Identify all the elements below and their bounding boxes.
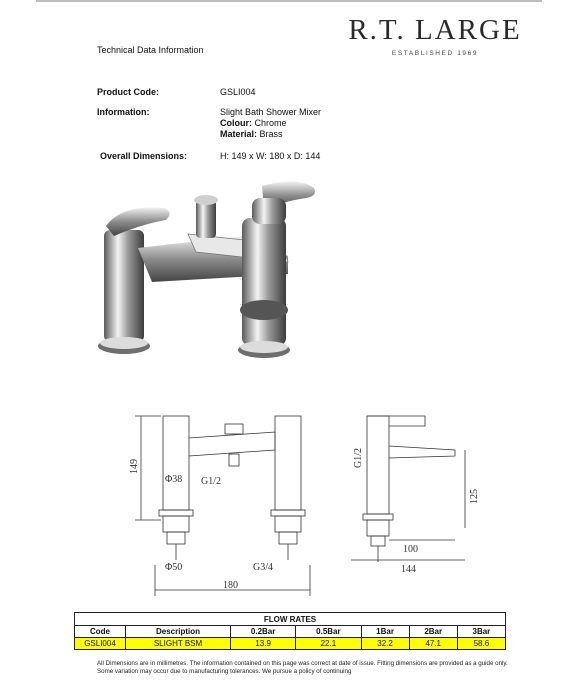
cell-2bar: 47.1 xyxy=(409,638,457,650)
header-description: Description xyxy=(126,626,231,638)
cell-3bar: 58.6 xyxy=(457,638,505,650)
brand-logo: R.T. LARGE xyxy=(348,14,522,46)
dim-side-depth: 144 xyxy=(401,564,416,575)
header-0-2bar: 0.2Bar xyxy=(231,626,296,638)
header-2bar: 2Bar xyxy=(409,626,457,638)
dim-side-thread: G1/2 xyxy=(353,448,364,468)
technical-drawing xyxy=(125,410,485,600)
flow-rates-title: FLOW RATES xyxy=(75,613,506,626)
flow-rates-table xyxy=(74,612,506,650)
dim-side-reach: 100 xyxy=(403,544,418,555)
dim-front-base-dia: Φ50 xyxy=(165,562,183,573)
dimensions-value: H: 149 x W: 180 x D: 144 xyxy=(220,151,321,161)
document-title: Technical Data Information xyxy=(97,45,204,55)
information-value: Slight Bath Shower Mixer xyxy=(220,107,322,117)
dim-front-inlet: G3/4 xyxy=(253,562,273,573)
colour-value: Chrome xyxy=(252,118,287,128)
cell-1bar: 32.2 xyxy=(361,638,409,650)
header-0-5bar: 0.5Bar xyxy=(296,626,361,638)
cell-0-2bar: 13.9 xyxy=(231,638,296,650)
colour-line xyxy=(220,118,287,129)
dim-front-thread: G1/2 xyxy=(201,476,221,487)
information-label: Information: xyxy=(97,107,150,117)
table-row xyxy=(75,638,506,650)
dim-front-width: 180 xyxy=(223,580,238,591)
dimensions-label: Overall Dimensions: xyxy=(100,151,188,161)
table-header-row xyxy=(75,626,506,638)
product-photo xyxy=(92,178,330,368)
top-rule xyxy=(36,0,542,2)
material-value: Brass xyxy=(257,129,283,139)
brand-established: ESTABLISHED 1969 xyxy=(391,50,479,57)
material-label: Material: xyxy=(220,129,258,139)
colour-label: Colour: xyxy=(220,118,252,128)
product-code-label: Product Code: xyxy=(97,87,159,97)
cell-code: GSLI004 xyxy=(75,638,126,650)
header-code: Code xyxy=(75,626,126,638)
dim-front-height: 149 xyxy=(129,459,140,474)
header-3bar: 3Bar xyxy=(457,626,505,638)
cell-description: SLIGHT BSM xyxy=(126,638,231,650)
material-line xyxy=(220,129,283,140)
cell-0-5bar: 22.1 xyxy=(296,638,361,650)
dim-side-height: 125 xyxy=(469,489,480,504)
header-1bar: 1Bar xyxy=(361,626,409,638)
product-code-value: GSLI004 xyxy=(220,87,256,97)
dim-front-body-dia: Φ38 xyxy=(165,474,183,485)
footer-note: All Dimensions are in millimetres. The information contained on this page was correct at date of issue. Fitting dimensions are provided as a guide only. Some variation may occur due to manufacturing tolerances. We pursue a policy of continuing xyxy=(97,660,508,675)
